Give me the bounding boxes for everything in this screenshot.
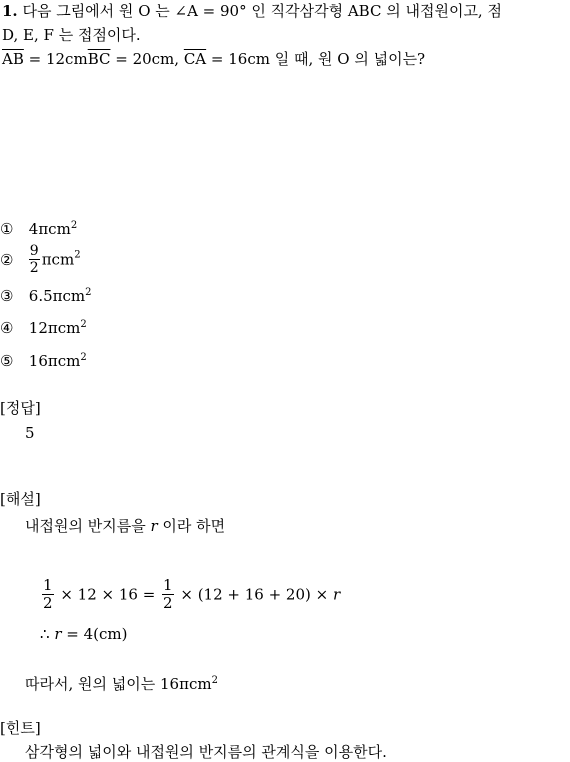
fraction-numerator: 1 xyxy=(163,576,173,594)
equation-fraction-right xyxy=(162,578,174,611)
choice-text: 6.5πcm xyxy=(28,287,86,305)
equation-text: × 12 × 16 = xyxy=(55,585,161,604)
question-number: 1. xyxy=(2,2,18,20)
choice-marker: ① xyxy=(0,220,14,238)
choice-marker: ⑤ xyxy=(0,352,14,370)
conclusion-sup: 2 xyxy=(211,675,218,686)
answer-value: 5 xyxy=(25,424,35,442)
value-ab: = 12cm xyxy=(23,50,88,68)
choice-text: 4πcm xyxy=(28,220,71,238)
question-line-1 xyxy=(2,0,502,21)
therefore-symbol: ∴ xyxy=(40,625,55,643)
equation-fraction-left xyxy=(42,578,54,611)
question-text-1: 다음 그림에서 원 O 는 ∠A = 90° 인 직각삼각형 ABC 의 내접원이고, 점 xyxy=(22,2,502,20)
choice-2 xyxy=(0,244,81,275)
choice-sup: 2 xyxy=(80,352,87,363)
conclusion-text: 따라서, 원의 넓이는 16πcm xyxy=(25,675,212,693)
choice-sup: 2 xyxy=(85,287,92,298)
variable-r: r xyxy=(332,585,341,604)
explanation-text: 내접원의 반지름을 xyxy=(25,517,151,535)
answer-label: [정답] xyxy=(0,399,41,417)
choice-4 xyxy=(0,319,87,337)
choice-text: 16πcm xyxy=(28,352,81,370)
choice-marker: ③ xyxy=(0,287,14,305)
equation-text: × (12 + 16 + 20) × xyxy=(175,585,333,604)
choice-text: 12πcm xyxy=(28,319,81,337)
choice-sup: 2 xyxy=(70,220,78,231)
segment-ca: $\overline{CA}$ xyxy=(183,50,207,68)
explanation-line-1 xyxy=(25,515,225,536)
conclusion-line xyxy=(25,673,218,694)
fraction-numerator: 9 xyxy=(29,243,39,259)
therefore-text: = 4(cm) xyxy=(61,625,128,643)
choice-3 xyxy=(0,287,92,305)
explanation-text: 이라 하면 xyxy=(157,517,226,535)
value-bc: = 20cm, xyxy=(110,50,184,68)
variable-r: r xyxy=(54,625,62,643)
therefore-line xyxy=(40,625,127,643)
choice-sup: 2 xyxy=(80,319,87,330)
fraction-numerator: 1 xyxy=(43,576,53,594)
fraction-denominator: 2 xyxy=(29,260,39,276)
segment-ab: $\overline{AB}$ xyxy=(2,50,24,68)
choice-fraction xyxy=(29,244,40,275)
hint-text: 삼각형의 넓이와 내접원의 반지름의 관계식을 이용한다. xyxy=(25,743,387,761)
question-line-3 xyxy=(2,48,425,69)
equation-line xyxy=(40,578,340,611)
choice-text: πcm xyxy=(41,250,75,269)
segment-bc: $\overline{BC}$ xyxy=(87,50,111,68)
choice-5 xyxy=(0,352,87,370)
fraction-denominator: 2 xyxy=(43,594,53,612)
choice-sup: 2 xyxy=(74,249,81,261)
choice-marker: ④ xyxy=(0,319,14,337)
choice-marker: ② xyxy=(0,250,14,269)
hint-label: [힌트] xyxy=(0,719,41,737)
explanation-label: [해설] xyxy=(0,490,41,508)
choice-1 xyxy=(0,220,77,238)
question-line-2: D, E, F 는 접점이다. xyxy=(2,26,141,44)
variable-r: r xyxy=(150,517,158,535)
value-ca: = 16cm 일 때, 원 O 의 넓이는? xyxy=(206,50,426,68)
fraction-denominator: 2 xyxy=(163,594,173,612)
